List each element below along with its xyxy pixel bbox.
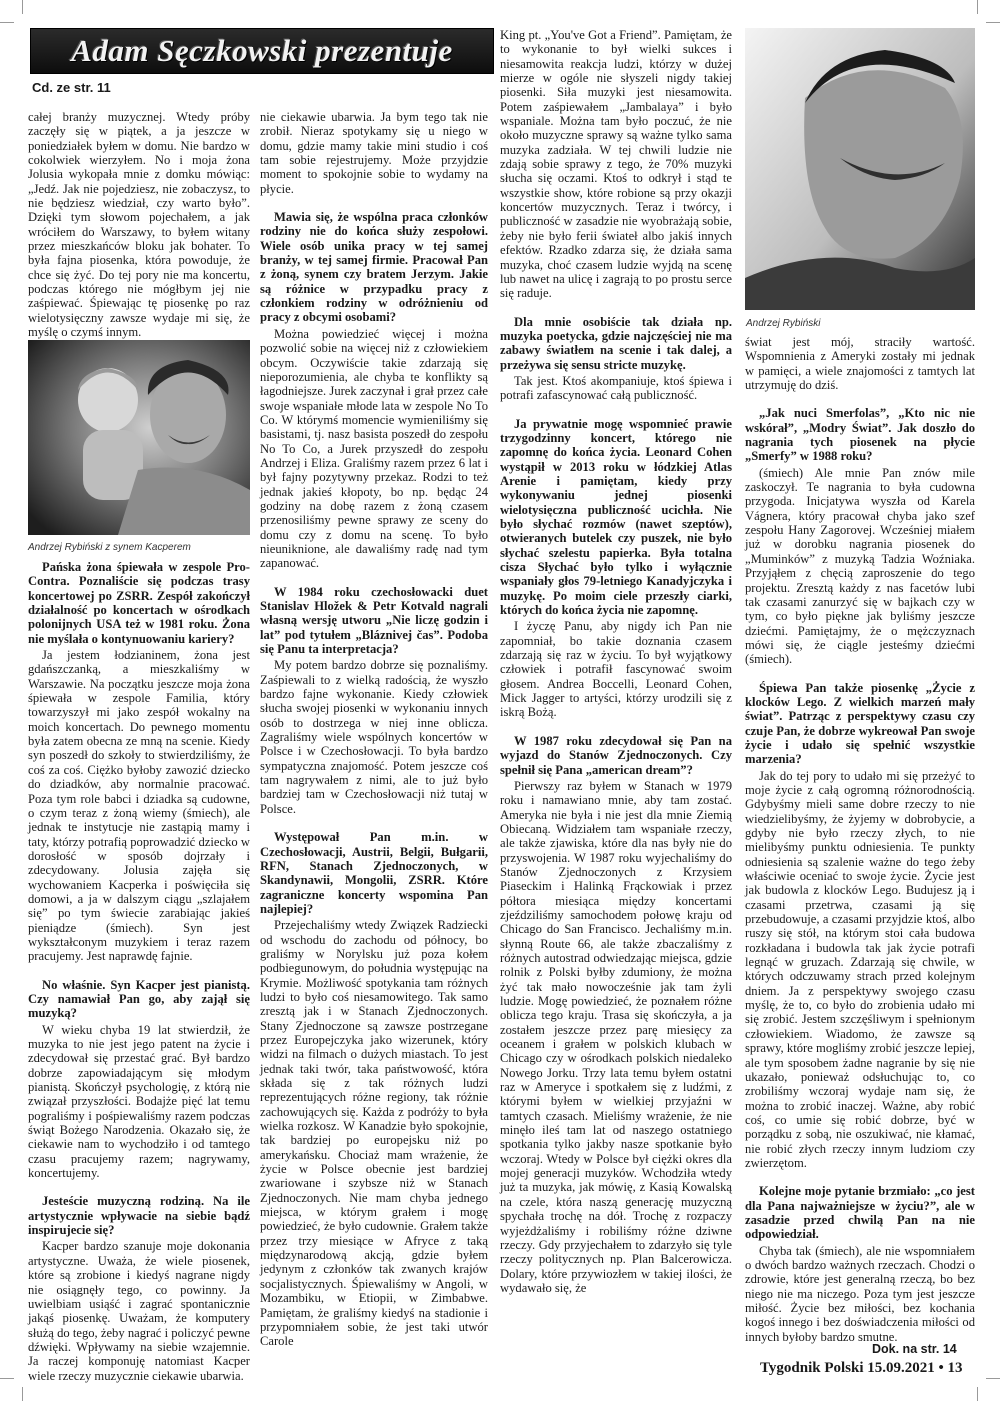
article-paragraph: Jak do tej pory to udało mi się przeżyć to moje życie z całą ogromną różnorodnością. Gdybyśmy mieli same dobre rzeczy to nie wiedzielibyśmy, że żyjemy w dobrobycie, a gdyby nie było rzeczy złych, to nie mielibyśmy punktu odniesienia. Te punkty odniesienia są szalenie ważne do tego żeby właściwie oceniać to swoje życie. Życie jest jak budowla z klocków Lego. Budujesz ją i czasami przetrwa, czasami ją się przebudowuje, a czasami przyjdzie ktoś, albo ruszy się stół, na którym stoi cała budowa rozkładana i budowla tak jak życie potrafi legnąć w gruzach. Zdarzają się chwile, w których odczuwamy strach przed kolejnym dniem. Ja z perspektywy swojego czasu myślę, że to, co było do zrobienia udało mi się zrobić. Jestem szczęśliwym i spełnionym człowiekiem. Wiadomo, że zawsze są sprawy, które mogliśmy zrobić jeszcze lepiej, ale tym sposobem żadne nagranie by się nie ukazało, ponieważ odsłuchując to, co zrobiliśmy wczoraj wydaje nam się, że można to zrobić inaczej. Ważne, aby robić coś, co umie się robić dobrze, być w porządku z sobą, nie oszukiwać, nie kłamać, nie robić złych rzeczy innym ludziom czy zwierzętom. bbox=[745, 768, 975, 1170]
interview-question: W 1984 roku czechosłowacki duet Stanislav Hložek & Petr Kotvald nagrali własną wersję utworu „Nie liczę godzin i lat” pod tytułem „Bláznivej čas”. Podoba się Panu ta interpretacja? bbox=[260, 584, 488, 657]
crop-mark bbox=[22, 1387, 23, 1401]
article-paragraph: Tak jest. Ktoś akompaniuje, ktoś śpiewa i potrafi zafascynować całą publiczność. bbox=[500, 373, 732, 403]
interview-question: Występował Pan m.in. w Czechosłowacji, Austrii, Belgii, Bułgarii, RFN, Stanach Zjednoczonych, w Skandynawii, Mongolii, ZSRR. Które zagraniczne koncerty wspomina Pan najlepiej? bbox=[260, 830, 488, 916]
page-folio: Tygodnik Polski 15.09.2021 • 13 bbox=[760, 1360, 963, 1376]
crop-mark bbox=[0, 22, 14, 23]
interview-question: Ja prywatnie mogę wspomnieć prawie trzygodzinny koncert, którego nie zapomnę do końca życia. Leonard Cohen wystąpił w 2013 roku w łódzkiej Atlas Arenie i pamiętam, kiedy przy wykonywaniu jednej piosenki wielotysięczna publiczność ucichła. Nie było słychać rozmów (nawet szeptów), otwieranych butelek czy puszek, nie było słychać szelestu papierka. Była totalna cisza Słychać było tylko i wyłącznie wspaniały głos 79-letniego Kanadyjczyka i muzykę. Po moim ciele przeszły ciarki, których do końca życia nie zapomnę. bbox=[500, 416, 732, 618]
interview-question: Kolejne moje pytanie brzmiało: „co jest dla Pana najważniejsze w życiu?”, ale w zasadzie przed chwilą Pan na nie odpowiedział. bbox=[745, 1184, 975, 1242]
photo-portrait-image bbox=[745, 28, 975, 310]
article-paragraph: King pt. „You've Got a Friend”. Pamiętam, że to wykonanie to był wielki sukces i niesamowita reakcja ludzi, którzy w dużej mierze w ogóle nie słyszeli nigdy takiej piosenki. Siła muzyki jest niesamowita. Potem zaśpiewałem „Jambalaya” i było wspaniale. Można tam było poczuć, że nie około muzyczne sprawy są ważne tylko sama muzyka zadziała. W tej chwili ludzie nie zdają sobie sprawy z tego, że 70% muzyki słucha się oczami. Ktoś to odkrył i stąd te wszystkie show, które robione są przy okazji koncertów muzycznych. Teraz i twórcy, i publiczność w zasadzie nie wyobrażają sobie, żeby nie było ferii świateł albo jakiś innych efektów. Rzadko zdarza się, że działa sama muzyka, choć czasem ludzie wyjdą na scenę lub nawet na ulicę i zagrają to po prostu serce się raduje. bbox=[500, 28, 732, 301]
article-paragraph: nie ciekawie ubarwia. Ja bym tego tak nie zrobił. Nieraz spotykamy się u niego w domu, gdzie mamy takie mini studio i coś tam sobie rejestrujemy. Może przyjdzie moment to spokojnie sobie to wydamy na płycie. bbox=[260, 110, 488, 196]
crop-mark bbox=[0, 1378, 14, 1379]
continued-from-label: Cd. ze str. 11 bbox=[32, 80, 111, 95]
article-paragraph: W wieku chyba 19 lat stwierdził, że muzyka to nie jest jego patent na życie i zdecydował się przestać grać. Był bardzo dobrze zapowiadającym się młodym pianistą. Skończył psychologię, z którą nie związał przyszłości. Bodajże pięć lat temu pograliśmy i pośpiewaliśmy razem podczas świąt Bożego Narodzenia. Okazało się, że ciekawie nam to wychodziło i od tamtego czasu pracujemy razem; nagrywamy, koncertujemy. bbox=[28, 1022, 250, 1181]
crop-mark bbox=[977, 1387, 978, 1401]
article-paragraph: I życzę Panu, aby nigdy ich Pan nie zapomniał, bo takie doznania czasem zdarzają się raz w życiu. To był wyjątkowy człowiek i potrafił fascynować swoim głosem. Andrea Boccelli, Leonard Cohen, Mick Jagger to artyści, którzy urodzili się z iskrą Bożą. bbox=[500, 619, 732, 720]
photo-father-with-son-image bbox=[28, 340, 250, 535]
column-title: Adam Sęczkowski prezentuje bbox=[71, 33, 453, 68]
photo-caption-right: Andrzej Rybiński bbox=[746, 318, 821, 329]
article-column-2 bbox=[260, 110, 488, 1368]
article-paragraph: Można powiedzieć więcej i można pozwolić sobie na więcej niż z człowiekiem obcym. Oczywiście takie zdarzają się nieporozumienia, ale chyba te konflikty są łagodniejsze. Jurek zaczynał i grał przez całe swoje wspaniałe młode lata w zespole No To Co. W którymś momencie wymieniliśmy się basistami, tj. nasz basista poszedł do zespołu No To Co, a Jurek przyszedł do zespołu Andrzej i Eliza. Graliśmy razem przez 6 lat i był fajny pozytywny przekaz. Rodzi to też jednak jakieś kłopoty, bo np. będąc 24 godziny na dobę razem z żoną czasem przenosiliśmy pewne sprawy ze sceny do domu czy z domu na scenę. To było nieuniknione, ale dawaliśmy radę nad tym zapanować. bbox=[260, 326, 488, 571]
article-paragraph: Kacper bardzo szanuje moje dokonania artystyczne. Uważa, że wiele piosenek, które są zrobione i kiedyś nagrane nigdy nie osiągnęły tego, co powinny. Ja uwielbiam usiąść i zagrać spontanicznie jakąś piosenkę. Uważam, że komputery służą do tego, żeby nagrać i policzyć pewne dźwięki. Wpływamy na siebie wzajemnie. Ja raczej komponuję natomiast Kacper wiele rzeczy muzycznie ciekawie ubarwia. bbox=[28, 1239, 250, 1383]
interview-question: No właśnie. Syn Kacper jest pianistą. Czy namawiał Pan go, aby zajął się muzyką? bbox=[28, 977, 250, 1021]
article-paragraph: świat jest mój, straciły wartość. Wspomnienia z Ameryki zostały mi jednak w pamięci, a wiele znajomości z tamtych lat utrzymuję do dziś. bbox=[745, 335, 975, 393]
article-paragraph: Ja jestem łodzianinem, żona jest gdańszczanką, a mieszkaliśmy w Warszawie. Na początku jeszcze moja żona śpiewała w zespole Familia, który towarzyszył mi jako zespół wokalny na moich koncertach. Do pewnego momentu była zatem obecna ze mną na scenie. Kiedy syn poszedł do szkoły to stwierdziliśmy, że coś za coś. Ciężko byłoby zawozić dziecko do dziadków, aby normalnie pracować. Poza tym role babci i dziadka są cudowne, o czym teraz z żoną wiemy (śmiech), ale jednak te instytucje nie zastąpią mamy i taty, którzy potrafią poprowadzić dziecko w dorosłość w sposób dojrzały i zdecydowany. Jolusia zajęła się wychowaniem Kacperka i poświęciła się domowi, a ja w dalszym ciągu „szlajałem się” po tym świecie zarabiając jakieś pieniądze (śmiech). Syn jest wykształconym muzykiem i teraz razem pracujemy. Jest naprawdę fajnie. bbox=[28, 648, 250, 964]
crop-mark bbox=[986, 1378, 1000, 1379]
crop-mark bbox=[977, 0, 978, 14]
article-column-1 bbox=[28, 110, 250, 340]
interview-question: Dla mnie osobiście tak działa np. muzyka poetycka, gdzie najczęściej nie ma zabawy światłem na scenie i tak dalej, a przeżywa się sensu stricte muzykę. bbox=[500, 314, 732, 372]
interview-question: Śpiewa Pan także piosenkę „Życie z klocków Lego. Z wielkich marzeń mały świat”. Patrząc z perspektywy czasu czy czuje Pan, że dobrze wykreował Pan swoje życie i udało się spełnić wszystkie marzenia? bbox=[745, 680, 975, 767]
article-paragraph: całej branży muzycznej. Wtedy próby zaczęły się w piątek, a ja jeszcze w poniedziałek byłem w domu. Nie bardzo w cokolwiek wierzyłem. No i moja żona Jolusia wykopała mnie z domku mówiąc: „Jedź. Jak nie pojedziesz, nie zobaczysz, to nie będziesz wiedział, czy warto było”. Dzięki tym słowom pojechałem, a jak wróciłem do Warszawy, to byłem witany przez mieszkańców bloku jak bohater. To była fajna piosenka, która powoduje, że chce się żyć. Do tej pory nie ma koncertu, podczas którego nie mógłbym jej nie zaśpiewać. Śpiewając tę piosenkę po raz wielotysięczny zawsze wydaje mi się, że myślę o czymś innym. bbox=[28, 110, 250, 340]
column-header-banner bbox=[30, 28, 494, 74]
photo-portrait bbox=[745, 28, 975, 310]
continued-to-label: Dok. na str. 14 bbox=[872, 1342, 957, 1356]
article-column-4 bbox=[745, 335, 975, 1343]
interview-question: Mawia się, że wspólna praca członków rodziny nie do końca służy zespołowi. Wiele osób unika pracy w tej samej branży, w tej samej firmie. Pracował Pan z żoną, synem czy bratem Jerzym. Jakie są różnice w przypadku pracy z członkiem rodziny w odróżnieniu od pracy z obcymi osobami? bbox=[260, 210, 488, 325]
photo-father-with-son bbox=[28, 340, 250, 535]
article-paragraph: Przejechaliśmy wtedy Związek Radziecki od wschodu do zachodu od północy, bo graliśmy w Norylsku już poza kołem podbiegunowym, do południa występując na Krymie. Możliwość spotykania tam różnych ludzi to było coś niesamowitego. Tak samo zresztą jak i w Stanach Zjednoczonych. Stany Zjednoczone są zawsze postrzegane przez Europejczyka jako wizerunek, który widzi na filmach o dużych miastach. To jest jednak taki twór, taka państwowość, która składa się z tak różnych ludzi reprezentujących różne regiony, tak różnie zachowujących się. Każda z podróży to była wielka rozkosz. W Kanadzie było spokojnie, tak bardziej po europejsku niż po amerykańsku. Chociaż mam wrażenie, że życie w Polsce obecnie jest bardziej zwariowane i szybsze niż w Stanach Zjednoczonych. Nie mam chyba jednego miejsca, w którym grałem i mogę powiedzieć, że było cudownie. Grałem także przez trzy miesiące w Afryce z taką międzynarodową akcją, gdzie byłem jedynym z członków tak zwanych krajów socjalistycznych. Śpiewaliśmy w Angoli, w Mozambiku, w Etiopii, w Zimbabwe. Pamiętam, że graliśmy kiedyś na stadionie i przypomniałem sobie, że jest taki utwór Carole bbox=[260, 918, 488, 1349]
article-column-3 bbox=[500, 28, 732, 1368]
interview-question: „Jak nuci Smerfolas”, „Kto nic nie wskórał”, „Modry Świat”. Jak doszło do nagrania tych piosenek na płycie „Smerfy” w 1988 roku? bbox=[745, 406, 975, 464]
article-column-1b bbox=[28, 560, 250, 1383]
article-paragraph: Pierwszy raz byłem w Stanach w 1979 roku i namawiano mnie, aby tam zostać. Ameryka nie była i nie jest dla mnie Ziemią Obiecaną. Widziałem tam wspaniałe rzeczy, ale także zjawiska, które dla nas były nie do przyswojenia. W 1987 roku wyjechaliśmy do Stanów Zjednoczonych z Krzysiem Piaseckim i Halinką Frąckowiak i przez półtora miesiąca między koncertami zjeździliśmy samochodem połowę kraju od Chicago do San Francisco. Jechaliśmy m.in. słynną Route 66, ale także zbaczaliśmy z różnych autostrad odwiedzając miejsca, gdzie rolnik z Polski byłby zdumiony, że można żyć tak mało nowocześnie jak tam żyli ludzie. Mogę powiedzieć, że poznałem różne oblicza tego kraju. Trasa się skończyła, a ja zostałem jeszcze przez parę miesięcy za oceanem i grałem w polskich klubach w Chicago czy w ośrodkach polskich niedaleko Nowego Jorku. Trzy lata temu byłem ostatni raz w Ameryce i spotkałem się z ludźmi, z którymi byłem w wielkiej przyjaźni w tamtych czasach. Mieliśmy wrażenie, że nie minęło ileś tam lat od naszego ostatniego spotkania tylko jakby nasze spotkanie było wczoraj. Wtedy w Polsce był ciężki okres dla mojej generacji muzyków. Wchodziła wtedy już ta muzyka, jak mówię, z Kasią Kowalską na czele, która naszą generację muzyczną spychała trochę na dół. Trochę z rozpaczy wyjeżdżaliśmy i robiliśmy różne dziwne rzeczy. Gdy przyjechałem to zdarzyło się tyle rzeczy politycznych np. Plan Balcerowicza. Dolary, które przywiozłem w takiej ilości, że wydawało się, że bbox=[500, 778, 732, 1295]
interview-question: Pańska żona śpiewała w zespole Pro-Contra. Poznaliście się podczas trasy koncertowej po ZSRR. Zespół zakończył działalność po koncertach w ośrodkach polonijnych USA też w 1981 roku. Żona nie myślała o kontynuowaniu kariery? bbox=[28, 560, 250, 646]
crop-mark bbox=[22, 0, 23, 14]
article-paragraph: My potem bardzo dobrze się poznaliśmy. Zaśpiewali to z wielką radością, że wyszło bardzo fajne wykonanie. Kiedy człowiek słucha swojej piosenki w wykonaniu innych osób to dostrzega w niej inne oblicza. Zagraliśmy wiele wspólnych koncertów w Polsce i w Czechosłowacji. To była bardzo sympatyczna znajomość. Potem jeszcze coś tam nagrywałem z nimi, ale to już było bardziej tam w Czechosłowacji niż tutaj w Polsce. bbox=[260, 658, 488, 816]
article-paragraph: Chyba tak (śmiech), ale nie wspomniałem o dwóch bardzo ważnych rzeczach. Chodzi o zdrowie, które jest generalną rzeczą, bo bez niego nie ma niczego. Poza tym jest jeszcze miłość. Życie bez miłości, bez kochania kogoś innego i bez doświadczenia miłości od innych byłoby bardzo smutne. bbox=[745, 1243, 975, 1344]
interview-question: W 1987 roku zdecydował się Pan na wyjazd do Stanów Zjednoczonych. Czy spełnił się Pana „american dream”? bbox=[500, 733, 732, 777]
photo-caption-left: Andrzej Rybiński z synem Kacperem bbox=[28, 542, 191, 553]
crop-mark bbox=[986, 22, 1000, 23]
interview-question: Jesteście muzyczną rodziną. Na ile artystycznie wpływacie na siebie bądź inspirujecie się? bbox=[28, 1194, 250, 1238]
article-paragraph: (śmiech) Ale mnie Pan znów mile zaskoczył. Te nagrania to była cudowna przygoda. Inicjatywa wyszła od Karela Vágnera, który pracował chyba jako szef zespołu Hany Zagorovej. Wcześniej miałem już w dorobku nagrania piosenek do „Muminków” z muzyką Tadzia Woźniaka. Przyjąłem z chęcią zaproszenie do tego projektu. Zresztą każdy z nas facetów lubi tak czasami zanurzyć się w bajkach czy w tym, co było piękne jak byliśmy jeszcze dziećmi. Pamiętajmy, że o mężczyznach mówi się, że ciągle jesteśmy dziećmi (śmiech). bbox=[745, 465, 975, 667]
